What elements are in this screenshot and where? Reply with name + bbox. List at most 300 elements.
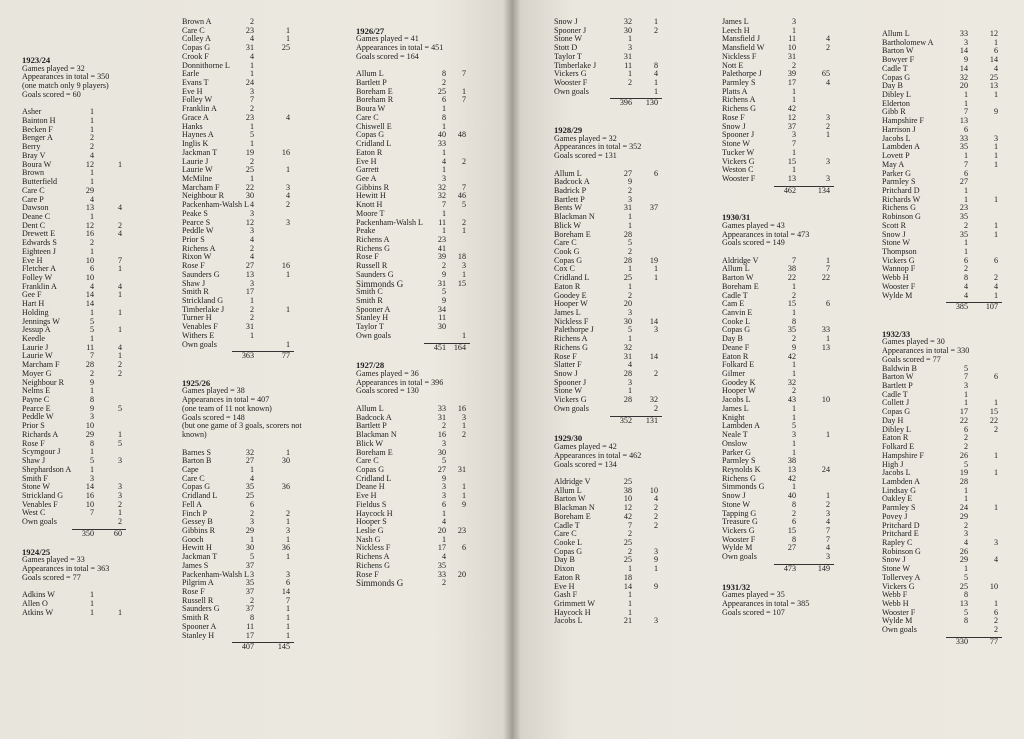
player-name: Gooch bbox=[182, 534, 204, 544]
player-name: West C bbox=[22, 508, 46, 518]
appearances: 6 bbox=[963, 124, 968, 134]
appearances: 11 bbox=[788, 34, 796, 44]
player-name: Blick W bbox=[356, 438, 384, 448]
player-name: Cooke L bbox=[554, 537, 583, 547]
appearances: 5 bbox=[249, 552, 254, 562]
appearances: 22 bbox=[245, 182, 254, 192]
goals: 2 bbox=[461, 156, 466, 166]
player-name: Becken F bbox=[22, 124, 53, 134]
appearances: 31 bbox=[437, 412, 446, 422]
appearances: 16 bbox=[85, 229, 94, 239]
appearances: 35 bbox=[959, 142, 968, 152]
appearances: 3 bbox=[791, 430, 796, 440]
player-name: Rapley C bbox=[882, 537, 913, 547]
player-name: Copas G bbox=[554, 546, 583, 556]
player-name: Barton B bbox=[182, 456, 212, 466]
player-row bbox=[722, 553, 848, 562]
appearances: 25 bbox=[959, 581, 968, 591]
appearances: 12 bbox=[623, 503, 632, 513]
player-name: Copas G bbox=[182, 43, 211, 53]
goals: 3 bbox=[285, 569, 290, 579]
player-name: Smith R bbox=[182, 287, 209, 297]
appearances: 1 bbox=[963, 238, 968, 248]
player-name: Copas G bbox=[722, 325, 751, 335]
appearances: 31 bbox=[245, 322, 254, 332]
appearances: 3 bbox=[89, 473, 94, 483]
player-name: Wooster F bbox=[882, 607, 916, 617]
appearances: 1 bbox=[963, 398, 968, 408]
appearances: 9 bbox=[441, 269, 446, 279]
player-name: Vickers G bbox=[554, 395, 587, 405]
goals: 48 bbox=[457, 130, 466, 140]
appearances: 28 bbox=[623, 255, 632, 265]
player-name: Lindsay G bbox=[882, 485, 916, 495]
player-row bbox=[554, 617, 676, 626]
player-name: Peake bbox=[356, 226, 376, 236]
player-name: Eaton R bbox=[882, 433, 909, 443]
appearances: 1 bbox=[249, 139, 254, 149]
player-name: Fletcher A bbox=[22, 264, 56, 274]
appearances: 1 bbox=[249, 69, 254, 79]
player-name: James L bbox=[722, 17, 749, 26]
goals: 7 bbox=[461, 69, 466, 79]
appearances: 5 bbox=[963, 363, 968, 373]
player-name: Badcock A bbox=[554, 177, 590, 187]
appearances: 6 bbox=[89, 264, 94, 274]
player-name: Stone W bbox=[722, 139, 750, 149]
goals: 1 bbox=[993, 599, 998, 608]
player-name: Bainton H bbox=[22, 116, 56, 126]
player-name: Boreham E bbox=[554, 229, 591, 239]
goals: 6 bbox=[653, 168, 658, 178]
player-name: Harrison J bbox=[882, 124, 916, 134]
goals: 15 bbox=[457, 278, 466, 288]
player-name: Eve H bbox=[356, 156, 377, 166]
goals: 1 bbox=[117, 325, 122, 335]
appearances: 4 bbox=[249, 252, 254, 262]
appearances: 2 bbox=[89, 133, 94, 143]
goals: 1 bbox=[285, 25, 290, 35]
player-name: Platts A bbox=[722, 86, 748, 96]
appearances: 29 bbox=[959, 511, 968, 521]
goals: 4 bbox=[993, 281, 998, 291]
appearances: 1 bbox=[963, 389, 968, 399]
appearances: 18 bbox=[623, 572, 632, 582]
player-name: Care C bbox=[22, 185, 45, 195]
player-name: Mansfield J bbox=[722, 34, 760, 44]
player-name: Barnes S bbox=[182, 447, 211, 457]
appearances: 4 bbox=[963, 290, 968, 300]
player-name: Own goals bbox=[882, 625, 917, 635]
appearances: 1 bbox=[89, 107, 94, 117]
appearances: 1 bbox=[963, 246, 968, 256]
player-row bbox=[722, 175, 848, 184]
appearances: 5 bbox=[627, 325, 632, 335]
player-name: Packenham-Walsh L bbox=[182, 200, 249, 210]
appearances: 27 bbox=[437, 464, 446, 474]
appearances: 11 bbox=[624, 60, 632, 70]
season-summary-line: known) bbox=[182, 430, 207, 440]
player-name: Smith R bbox=[182, 613, 209, 623]
goals: 7 bbox=[461, 182, 466, 192]
season-summary-line: Goals scored = 130 bbox=[356, 386, 419, 396]
appearances: 1 bbox=[441, 165, 446, 175]
player-name: James L bbox=[554, 308, 581, 317]
player-name: Own goals bbox=[356, 330, 391, 340]
appearances: 32 bbox=[437, 191, 446, 201]
season-total-row bbox=[356, 344, 484, 353]
appearances: 1 bbox=[627, 334, 632, 344]
player-name: Richards W bbox=[882, 194, 921, 204]
appearances: 7 bbox=[791, 139, 796, 149]
goals: 5 bbox=[117, 438, 122, 448]
season-summary-line: Goals scored = 164 bbox=[356, 51, 419, 61]
player-name: Chiswell E bbox=[356, 121, 392, 131]
player-name: Wooster F bbox=[882, 281, 916, 291]
appearances: 2 bbox=[249, 508, 254, 518]
appearances: 26 bbox=[959, 450, 968, 460]
goals: 1 bbox=[993, 468, 998, 478]
goals: 13 bbox=[821, 342, 830, 352]
season-heading: 1926/27 bbox=[356, 25, 385, 36]
goals: 4 bbox=[117, 229, 122, 239]
player-name: Day B bbox=[722, 334, 743, 344]
player-name: Franklin A bbox=[182, 104, 217, 114]
goals: 2 bbox=[117, 368, 122, 378]
appearances: 10 bbox=[85, 421, 94, 431]
appearances: 17 bbox=[437, 543, 446, 553]
season-total-row bbox=[182, 643, 312, 652]
player-name: Dawson bbox=[22, 203, 49, 213]
appearances: 3 bbox=[963, 37, 968, 47]
goals: 1 bbox=[117, 159, 122, 169]
appearances: 1 bbox=[89, 177, 94, 187]
appearances: 5 bbox=[89, 456, 94, 466]
appearances: 34 bbox=[437, 304, 446, 314]
appearances: 14 bbox=[623, 581, 632, 591]
player-name: Day B bbox=[882, 81, 903, 91]
appearances: 1 bbox=[89, 334, 94, 343]
player-name: Richens G bbox=[554, 342, 588, 352]
player-name: Jackman T bbox=[182, 147, 218, 157]
appearances: 1 bbox=[441, 226, 446, 236]
player-name: Nickless F bbox=[356, 543, 391, 553]
appearances: 12 bbox=[245, 217, 254, 227]
player-row bbox=[554, 405, 676, 414]
appearances: 13 bbox=[245, 269, 254, 279]
appearances: 7 bbox=[963, 372, 968, 382]
appearances: 1 bbox=[791, 360, 796, 370]
total-appearances: 363 bbox=[241, 351, 254, 361]
player-name: Onslow bbox=[722, 438, 748, 448]
appearances: 7 bbox=[963, 159, 968, 169]
player-name: Tapping G bbox=[722, 508, 757, 518]
player-name: Blick W bbox=[554, 220, 582, 230]
player-name: Laurie W bbox=[182, 165, 213, 175]
goals: 4 bbox=[117, 342, 122, 352]
appearances: 23 bbox=[245, 112, 254, 122]
goals: 4 bbox=[285, 112, 290, 122]
player-name: Berry bbox=[22, 142, 41, 152]
player-name: James L bbox=[722, 403, 749, 413]
player-name: Nickless F bbox=[722, 51, 757, 61]
total-appearances: 462 bbox=[783, 185, 796, 195]
appearances: 1 bbox=[791, 482, 796, 492]
player-name: Saunders G bbox=[182, 604, 220, 614]
appearances: 4 bbox=[89, 281, 94, 291]
total-goals: 77 bbox=[281, 351, 290, 361]
player-name: Stone W bbox=[554, 386, 582, 396]
appearances: 13 bbox=[787, 464, 796, 474]
season-summary-line: Games played = 38 bbox=[182, 386, 245, 396]
goals: 10 bbox=[649, 485, 658, 495]
player-name: Elderton bbox=[882, 98, 910, 108]
appearances: 42 bbox=[623, 511, 632, 521]
appearances: 31 bbox=[623, 203, 632, 213]
player-name: Collett J bbox=[882, 398, 910, 408]
goals: 3 bbox=[993, 537, 998, 547]
goals: 3 bbox=[653, 325, 658, 335]
appearances: 3 bbox=[627, 377, 632, 387]
appearances: 14 bbox=[85, 299, 94, 309]
appearances: 1 bbox=[441, 121, 446, 131]
season-heading: 1923/24 bbox=[22, 55, 51, 65]
player-name: Richens G bbox=[722, 104, 756, 114]
goals: 1 bbox=[285, 339, 290, 349]
season-summary-line: Games played = 42 bbox=[554, 442, 617, 452]
appearances: 2 bbox=[963, 220, 968, 230]
player-name: Turner H bbox=[182, 313, 212, 323]
goals: 2 bbox=[653, 403, 658, 413]
goals: 6 bbox=[993, 255, 998, 265]
appearances: 35 bbox=[245, 578, 254, 588]
goals: 1 bbox=[117, 351, 122, 361]
goals: 2 bbox=[285, 200, 290, 210]
goals: 1 bbox=[653, 17, 658, 26]
player-name: Goodey K bbox=[722, 377, 756, 387]
player-name: Simmonds G bbox=[356, 278, 404, 289]
player-name: Knott H bbox=[356, 200, 383, 210]
appearances: 25 bbox=[623, 273, 632, 283]
goals: 2 bbox=[653, 369, 658, 379]
appearances: 42 bbox=[787, 473, 796, 483]
player-name: Donnithorne L bbox=[182, 60, 230, 70]
goals: 1 bbox=[993, 450, 998, 460]
total-appearances: 407 bbox=[241, 642, 254, 652]
season-heading: 1925/26 bbox=[182, 377, 211, 388]
player-name: Blackman N bbox=[356, 430, 397, 440]
goals: 10 bbox=[821, 395, 830, 405]
goals: 4 bbox=[993, 555, 998, 565]
appearances: 1 bbox=[249, 121, 254, 131]
appearances: 8 bbox=[441, 112, 446, 122]
appearances: 1 bbox=[249, 534, 254, 544]
player-name: Spooner J bbox=[554, 377, 587, 387]
player-name: Baldwin B bbox=[882, 363, 917, 373]
appearances: 14 bbox=[85, 290, 94, 300]
player-name: Own goals bbox=[22, 517, 57, 527]
appearances: 4 bbox=[441, 552, 446, 562]
appearances: 7 bbox=[627, 520, 632, 530]
player-name: Folkard E bbox=[882, 442, 915, 452]
player-name: Parker G bbox=[722, 447, 751, 457]
appearances: 9 bbox=[791, 342, 796, 352]
season-summary-line: Games played = 30 bbox=[882, 337, 945, 347]
appearances: 24 bbox=[959, 503, 968, 513]
appearances: 1 bbox=[249, 60, 254, 70]
player-name: Cadle T bbox=[722, 290, 748, 300]
right-column-1 bbox=[554, 18, 676, 626]
appearances: 23 bbox=[437, 234, 446, 244]
season-summary-line: Appearances in total = 396 bbox=[356, 377, 444, 387]
player-name: Asher bbox=[22, 107, 42, 117]
goals: 7 bbox=[825, 525, 830, 535]
player-name: Cook G bbox=[554, 246, 580, 256]
appearances: 1 bbox=[791, 165, 796, 175]
appearances: 9 bbox=[441, 473, 446, 483]
player-name: Pearce E bbox=[22, 403, 51, 413]
appearances: 3 bbox=[627, 308, 632, 317]
player-name: Eaton R bbox=[722, 351, 749, 361]
appearances: 7 bbox=[89, 351, 94, 361]
player-name: Wylde M bbox=[882, 616, 913, 626]
player-name: Gessey B bbox=[182, 517, 213, 527]
player-name: Allen O bbox=[22, 598, 48, 608]
player-row bbox=[554, 88, 676, 97]
player-name: Withers E bbox=[182, 330, 215, 340]
player-name: Nash G bbox=[356, 534, 381, 544]
player-name: Bray V bbox=[22, 150, 46, 160]
player-name: Boreham E bbox=[356, 86, 393, 96]
appearances: 8 bbox=[89, 395, 94, 405]
appearances: 4 bbox=[249, 234, 254, 244]
appearances: 8 bbox=[963, 616, 968, 626]
appearances: 2 bbox=[89, 368, 94, 378]
player-name: Richens G bbox=[722, 473, 756, 483]
goals: 4 bbox=[993, 63, 998, 73]
player-name: Palethorpe J bbox=[554, 325, 594, 335]
season-summary-line: Games played = 41 bbox=[356, 34, 419, 44]
player-name: Stanley H bbox=[182, 630, 215, 640]
player-name: Goodey E bbox=[554, 290, 587, 300]
goals: 1 bbox=[461, 226, 466, 236]
player-name: Copas G bbox=[182, 482, 211, 492]
season-summary-line: Appearances in total = 385 bbox=[722, 599, 810, 608]
goals: 3 bbox=[825, 552, 830, 562]
goals: 1 bbox=[993, 229, 998, 239]
player-name: Stanley H bbox=[356, 313, 389, 323]
appearances: 21 bbox=[623, 616, 632, 626]
goals: 1 bbox=[461, 86, 466, 96]
appearances: 14 bbox=[959, 63, 968, 73]
appearances: 4 bbox=[89, 150, 94, 160]
season-summary-line: Goals scored = 149 bbox=[722, 238, 785, 248]
player-name: Spooner J bbox=[722, 130, 755, 140]
goals: 3 bbox=[117, 482, 122, 492]
player-name: Pritchard E bbox=[882, 529, 919, 539]
player-name: Haynes A bbox=[182, 130, 214, 140]
player-name: Moyer G bbox=[22, 368, 52, 378]
appearances: 38 bbox=[623, 485, 632, 495]
goals: 4 bbox=[285, 191, 290, 201]
goals: 1 bbox=[117, 290, 122, 300]
player-name: Richens A bbox=[722, 95, 756, 105]
appearances: 5 bbox=[441, 456, 446, 466]
appearances: 25 bbox=[245, 491, 254, 501]
player-name: Grace A bbox=[182, 112, 209, 122]
player-name: Jacobs L bbox=[882, 133, 911, 143]
appearances: 2 bbox=[791, 334, 796, 344]
player-name: Richens G bbox=[882, 203, 916, 213]
goals: 3 bbox=[461, 261, 466, 271]
appearances: 3 bbox=[249, 86, 254, 96]
book-gutter bbox=[503, 0, 521, 739]
player-name: Laurie W bbox=[22, 351, 53, 361]
appearances: 1 bbox=[963, 98, 968, 108]
player-name: Own goals bbox=[182, 339, 217, 349]
appearances: 2 bbox=[791, 508, 796, 518]
player-name: Hooper S bbox=[356, 517, 387, 527]
player-name: Atkins W bbox=[22, 607, 54, 617]
player-name: Allum L bbox=[722, 264, 750, 274]
player-name: Palethorpe J bbox=[722, 69, 762, 79]
goals: 6 bbox=[993, 46, 998, 56]
season-heading: 1932/33 bbox=[882, 328, 911, 339]
player-name: Marcham F bbox=[182, 182, 220, 192]
goals: 1 bbox=[461, 269, 466, 279]
season-total-row bbox=[182, 352, 312, 361]
player-name: Peddle W bbox=[182, 226, 214, 236]
appearances: 3 bbox=[249, 517, 254, 527]
player-name: Strickland G bbox=[22, 490, 64, 500]
player-name: Parmley S bbox=[882, 503, 916, 513]
goals: 6 bbox=[825, 299, 830, 309]
player-name: Holding bbox=[22, 307, 49, 317]
appearances: 33 bbox=[959, 29, 968, 38]
player-name: Aldridge V bbox=[554, 476, 591, 486]
player-name: Povey J bbox=[882, 511, 908, 521]
appearances: 15 bbox=[787, 156, 796, 166]
appearances: 25 bbox=[623, 537, 632, 547]
total-goals: 164 bbox=[453, 342, 466, 352]
appearances: 13 bbox=[85, 203, 94, 213]
total-goals: 60 bbox=[113, 528, 122, 538]
appearances: 1 bbox=[89, 598, 94, 608]
player-row bbox=[882, 626, 1012, 635]
player-name: Butterfield bbox=[22, 177, 58, 187]
appearances: 39 bbox=[437, 252, 446, 262]
goals: 1 bbox=[653, 273, 658, 283]
appearances: 4 bbox=[441, 517, 446, 527]
player-name: Packenham-Walsh L bbox=[182, 569, 249, 579]
goals: 2 bbox=[117, 220, 122, 230]
player-name: Cadle T bbox=[882, 63, 908, 73]
goals: 1 bbox=[461, 482, 466, 492]
appearances: 4 bbox=[89, 194, 94, 204]
player-name: Scott R bbox=[882, 220, 907, 230]
appearances: 3 bbox=[249, 226, 254, 236]
appearances: 14 bbox=[959, 46, 968, 56]
goals: 7 bbox=[825, 534, 830, 544]
total-appearances: 350 bbox=[81, 528, 94, 538]
goals: 6 bbox=[461, 543, 466, 553]
appearances: 8 bbox=[963, 590, 968, 600]
appearances: 5 bbox=[963, 572, 968, 582]
appearances: 8 bbox=[441, 69, 446, 79]
goals: 32 bbox=[649, 395, 658, 405]
appearances: 4 bbox=[249, 34, 254, 44]
appearances: 3 bbox=[249, 569, 254, 579]
